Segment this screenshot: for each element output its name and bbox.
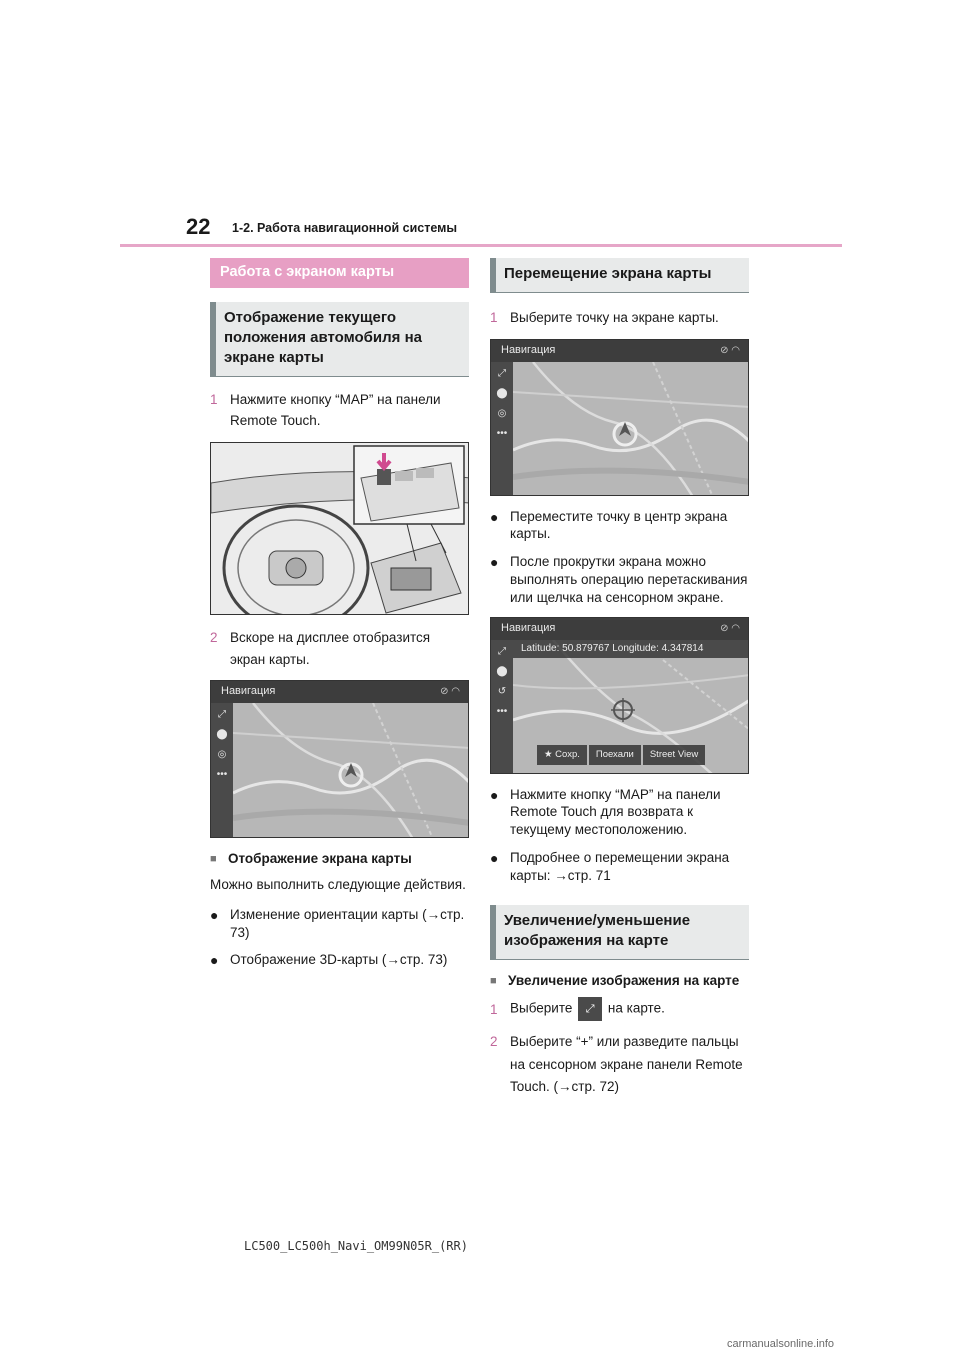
subhead-zoom-in: ■ Увеличение изображения на карте <box>490 972 740 988</box>
square-bullet-icon: ■ <box>490 974 497 987</box>
nav-title-bar <box>491 340 748 362</box>
bullet-after-scroll: ● После прокрутки экрана можно выполнять операцию перетаскивания или щелчка на сенсорном экране. <box>490 554 748 605</box>
bullet-icon: ● <box>490 786 499 803</box>
bullet-icon: ● <box>210 906 219 923</box>
step-number: 1 <box>490 1001 498 1017</box>
more-icon[interactable]: ••• <box>496 705 508 717</box>
step-text: Вскоре на дисплее отобразится экран карты. <box>230 630 431 667</box>
back-icon[interactable]: ↺ <box>497 685 507 697</box>
header-rule <box>120 244 842 247</box>
section-banner: Работа с экраном карты <box>210 258 469 288</box>
section-title-zoom: Увеличение/уменьшение изображения на карте <box>490 905 749 960</box>
wifi-icon: ⊘ ◠ <box>440 686 460 698</box>
map-action-bar <box>537 745 705 765</box>
left-column <box>210 258 469 980</box>
step-select-point <box>490 307 749 329</box>
step-number: 2 <box>210 630 218 645</box>
bullet-move-point: ● Переместите точку в центр экрана карты. <box>490 508 728 542</box>
watermark: carmanualsonline.info <box>726 1338 834 1350</box>
section-title-current-position: Отображение текущего положения автомобиля на экране карты <box>210 302 469 377</box>
nav-screen-3 <box>490 617 749 774</box>
subhead-map-display: ■ Отображение экрана карты <box>210 851 412 867</box>
step-number: 1 <box>490 309 498 325</box>
coordinates-bar: Latitude: 50.879767 Longitude: 4.347814 <box>513 640 748 658</box>
step-1 <box>210 389 469 432</box>
step-2 <box>210 627 469 670</box>
nav-side-bar <box>211 703 233 837</box>
zoom-step-2 <box>490 1031 749 1098</box>
zoom-step-1: 1 Выберите ⤢ на карте. <box>490 997 749 1021</box>
bullet-orientation: ● Изменение ориентации карты (→стр. 73) <box>210 906 465 940</box>
square-bullet-icon: ■ <box>210 853 217 866</box>
nav-side-bar <box>491 362 513 495</box>
fullscreen-icon[interactable]: ⤢ <box>498 367 506 379</box>
bullet-icon: ● <box>210 952 219 969</box>
nav-title-bar <box>211 681 468 703</box>
map-view[interactable] <box>513 362 749 496</box>
fullscreen-icon[interactable]: ⤢ <box>218 709 226 721</box>
bullet-map-return: ● Нажмите кнопку “MAP” на панели Remote Touch для возврата к текущему местоположению. <box>490 786 721 838</box>
fullscreen-icon: ⤢ <box>578 997 602 1021</box>
bullet-more-info: ● Подробнее о перемещении экрана карты: →стр. 71 <box>490 850 730 883</box>
map-view[interactable] <box>233 703 469 838</box>
save-button[interactable]: ★ Сохр. <box>537 745 587 765</box>
footer-code: LC500_LC500h_Navi_OM99N05R_(RR) <box>244 1239 468 1253</box>
nav-screen-2 <box>490 339 749 496</box>
pin-icon[interactable]: ⬤ <box>496 665 508 677</box>
nav-title: Навигация <box>501 621 556 634</box>
go-button[interactable]: Поехали <box>589 745 641 765</box>
step-number: 2 <box>490 1034 498 1050</box>
compass-icon[interactable]: ◎ <box>497 407 507 419</box>
step-text: Выберите “+” или разведите пальцы на сенсорном экране панели Remote Touch. (→стр. 72) <box>510 1034 743 1094</box>
paragraph-actions: Можно выполнить следующие действия. <box>210 877 466 892</box>
more-icon[interactable]: ••• <box>216 769 228 781</box>
bullet-3d-map: ● Отображение 3D-карты (→стр. 73) <box>210 952 448 969</box>
pin-icon[interactable]: ⬤ <box>496 387 508 399</box>
more-icon[interactable]: ••• <box>496 427 508 439</box>
nav-side-bar <box>491 640 513 773</box>
step-number: 1 <box>210 391 218 407</box>
car-interior-drawing <box>211 443 469 615</box>
pin-icon[interactable]: ⬤ <box>216 729 228 741</box>
nav-screen-1 <box>210 680 469 838</box>
bullet-icon: ● <box>490 554 499 571</box>
bullet-icon: ● <box>490 508 499 525</box>
page-number: 22 <box>186 214 211 239</box>
right-column <box>490 258 749 1108</box>
wifi-icon: ⊘ ◠ <box>720 622 740 634</box>
nav-title-bar <box>491 618 748 640</box>
running-head: 1-2. Работа навигационной системы <box>232 221 458 235</box>
fullscreen-icon[interactable]: ⤢ <box>498 645 506 657</box>
nav-title: Навигация <box>221 685 276 698</box>
step-text: Нажмите кнопку “MAP” на панели Remote Touch. <box>230 391 441 429</box>
bullet-icon: ● <box>490 850 499 867</box>
compass-icon[interactable]: ◎ <box>217 749 227 761</box>
nav-title: Навигация <box>501 343 556 356</box>
dashboard-illustration <box>210 442 469 615</box>
wifi-icon: ⊘ ◠ <box>720 344 740 356</box>
street-view-button[interactable]: Street View <box>643 745 705 765</box>
step-text: Выберите точку на экране карты. <box>510 309 719 325</box>
section-title-move-map: Перемещение экрана карты <box>490 258 749 293</box>
